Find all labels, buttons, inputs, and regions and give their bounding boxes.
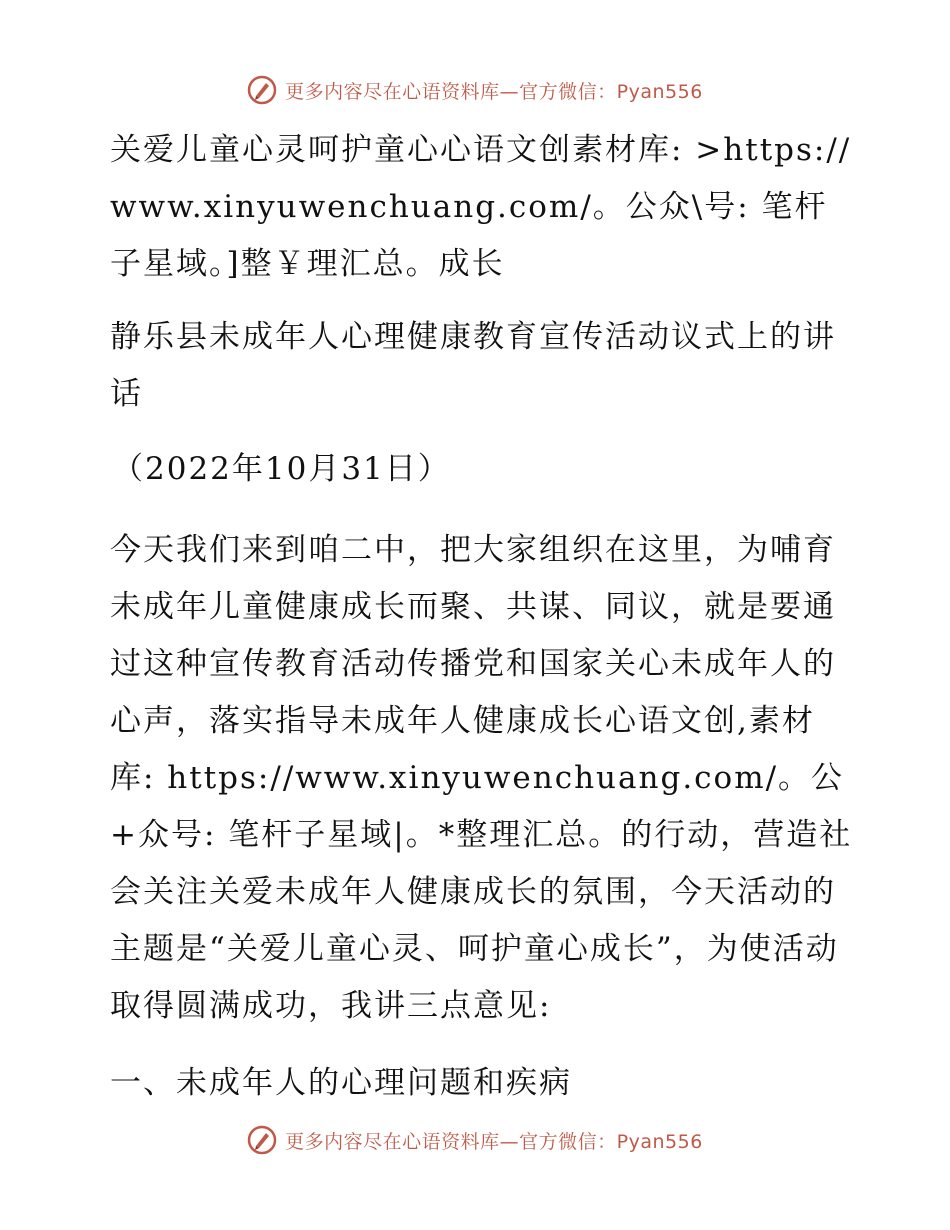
pen-logo-icon <box>247 75 277 105</box>
document-title: 静乐县未成年人心理健康教育宣传活动议式上的讲话 <box>110 319 836 412</box>
pen-logo-icon <box>247 1125 277 1155</box>
document-date: （2022年10月31日） <box>112 451 451 487</box>
footer-watermark <box>0 1120 950 1160</box>
header-watermark <box>0 70 950 110</box>
body-paragraph: 今天我们来到咱二中，把大家组织在这里，为哺育未成年儿童健康成长而聚、共谋、同议，就是要通过这种宣传教育活动传播党和国家关心未成年人的心声，落实指导未成年人健康成长心语文创,素材库: https://www.xinyuwenchuang.com/。公+众号: 笔杆子星域|。*整理汇总。的行动，营造社会关注关爱未成年人健康成长的氛围，今天活动的主题是“关爱儿童心灵、呵护童心成长”，为使活动取得圆满成功，我讲三点意见: <box>110 532 853 1024</box>
intro-paragraph: 关爱儿童心灵呵护童心心语文创素材库: >https://www.xinyuwenchuang.com/。公众\号: 笔杆子星域。]整￥理汇总。成长 <box>110 132 852 282</box>
footer-watermark-text: 更多内容尽在心语资料库—官方微信：Pyan556 <box>285 1130 703 1153</box>
header-watermark-text: 更多内容尽在心语资料库—官方微信：Pyan556 <box>285 80 703 103</box>
document-body <box>98 122 858 1112</box>
section-heading: 一、未成年人的心理问题和疾病 <box>110 1065 572 1101</box>
